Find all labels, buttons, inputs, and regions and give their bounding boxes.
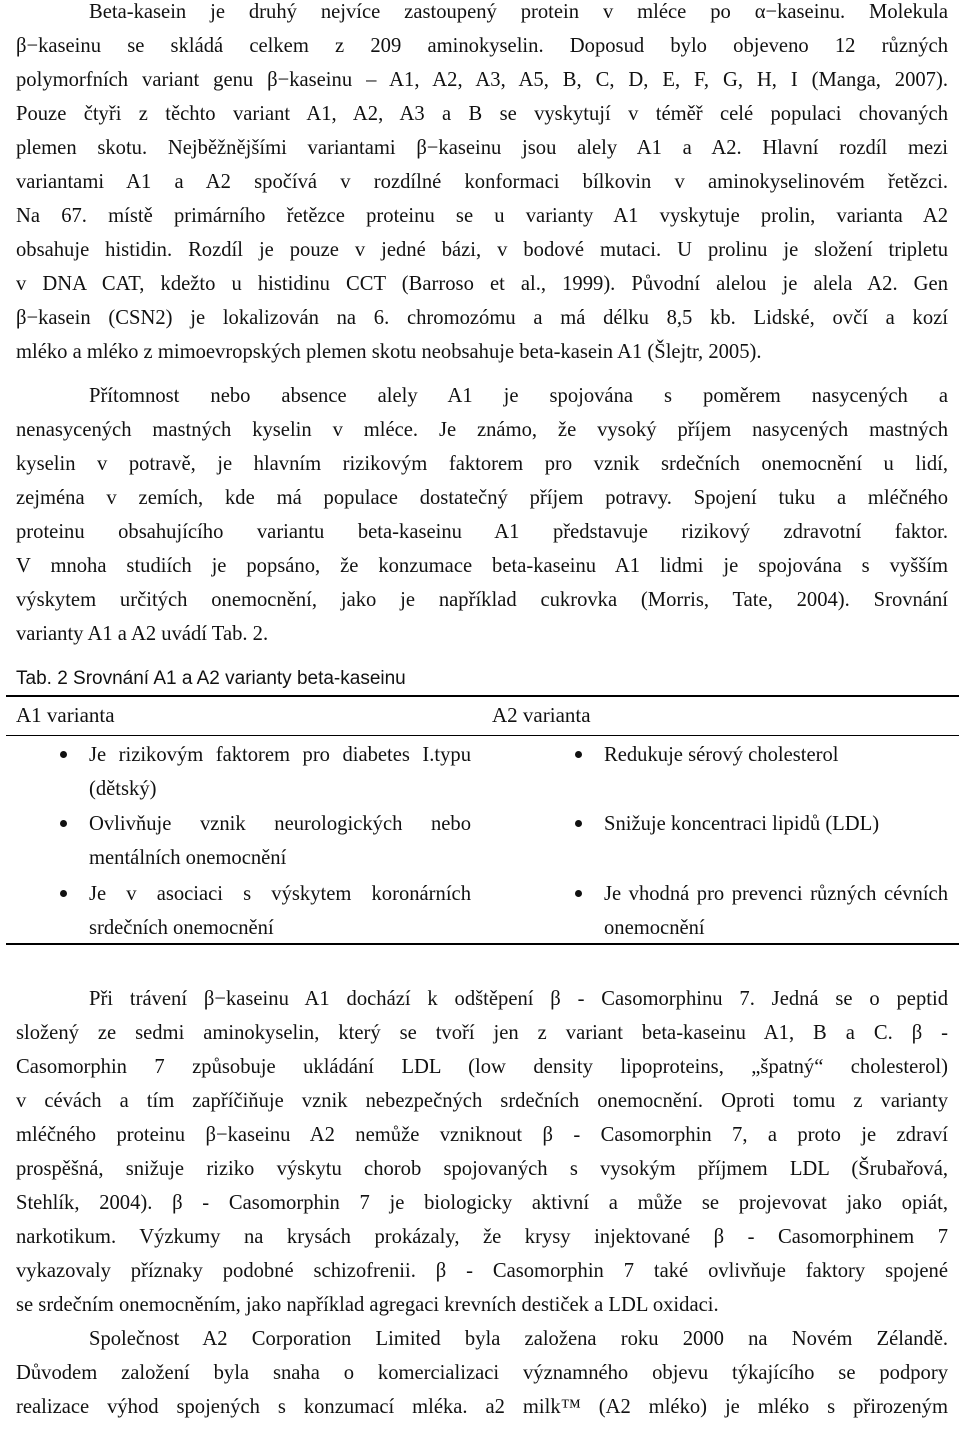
text-line: v DNA CAT, kdežto u histidinu CCT (Barroso et al., 1999). Původní alelou je alela A2. Gen [16, 273, 948, 295]
bullet-icon [575, 751, 582, 758]
a2-item: Snižuje koncentraci lipidů (LDL) [604, 813, 880, 835]
text-line: prospěšná, snižuje riziko výskytu chorob spojovaných s vysokým příjmem LDL (Šrubařová, [16, 1158, 948, 1180]
text-line: Při trávení β−kaseinu A1 dochází k odštěpení β - Casomorphinu 7. Jedná se o peptid [89, 988, 948, 1010]
text-line: Pouze čtyři z těchto variant A1, A2, A3 a B se vyskytují v téměř celé populaci chovaných [16, 103, 948, 125]
text-line: v cévách a tím zapříčiňuje vznik nebezpečných srdečních onemocnění. Oproti tomu z varianty [16, 1090, 948, 1112]
text-line: β−kasein (CSN2) je lokalizován na 6. chromozómu a má délku 8,5 kb. Lidské, ovčí a kozí [16, 307, 948, 329]
a2-item: Je vhodná pro prevenci různých cévních onemocnění [604, 883, 948, 939]
text-line: Beta-kasein je druhý nejvíce zastoupený protein v mléce po α−kaseinu. Molekula [89, 1, 948, 23]
bullet-icon [575, 820, 582, 827]
bullet-icon [575, 890, 582, 897]
table-header-a1: A1 varianta [16, 703, 115, 727]
text-line: varianty A1 a A2 uvádí Tab. 2. [16, 623, 269, 645]
text-line: kyselin v potravě, je hlavním rizikovým faktorem pro vznik srdečních onemocnění u lidí, [16, 453, 948, 475]
text-line: zejména v zemích, kde má populace dostatečný příjem potravy. Spojení tuku a mléčného [16, 487, 948, 509]
text-line: plemen skotu. Nejběžnějšími variantami β−kaseinu jsou alely A1 a A2. Hlavní rozdíl mezi [16, 137, 948, 159]
text-line: nenasycených mastných kyselin v mléce. Je známo, že vysoký příjem nasycených mastných [16, 419, 948, 441]
text-line: obsahuje histidin. Rozdíl je pouze v jedné bázi, v bodové mutaci. U prolinu je složení tripletu [16, 239, 948, 261]
table-header-rule [6, 735, 959, 736]
text-line: vykazovaly příznaky podobné schizofrenii. β - Casomorphin 7 také ovlivňuje faktory spojené [16, 1260, 948, 1282]
text-line: složený ze sedmi aminokyselin, který se tvoří jen z variant beta-kaseinu A1, B a C. β - [16, 1022, 948, 1044]
text-line: proteinu obsahujícího variantu beta-kaseinu A1 představuje rizikový zdravotní faktor. [16, 521, 948, 543]
bullet-icon [60, 820, 67, 827]
a2-item: Redukuje sérový cholesterol [604, 744, 839, 766]
table-bottom-rule [6, 943, 959, 945]
text-line: se srdečním onemocněním, jako například agregaci krevních destiček a LDL oxidaci. [16, 1294, 719, 1316]
text-line: Přítomnost nebo absence alely A1 je spojována s poměrem nasycených a [89, 385, 948, 407]
a1-item: Je v asociaci s výskytem koronárních srdečních onemocnění [89, 883, 471, 939]
bullet-icon [60, 751, 67, 758]
text-line: polymorfních variant genu β−kaseinu – A1, A2, A3, A5, B, C, D, E, F, G, H, I (Manga, 2007). [16, 69, 948, 91]
text-line: mléčného proteinu β−kaseinu A2 nemůže vzniknout β - Casomorphin 7, a proto je zdraví [16, 1124, 948, 1146]
text-line: realizace výhod spojených s konzumací mléka. a2 milk™ (A2 mléko) je mléko s přirozeným [16, 1396, 948, 1418]
table-top-rule [6, 695, 959, 697]
table-header-a2: A2 varianta [492, 703, 591, 727]
text-line: Společnost A2 Corporation Limited byla založena roku 2000 na Novém Zélandě. [89, 1328, 948, 1350]
bullet-icon [60, 890, 67, 897]
text-line: výskytem určitých onemocnění, jako je například cukrovka (Morris, Tate, 2004). Srovnání [16, 589, 948, 611]
table-caption: Tab. 2 Srovnání A1 a A2 varianty beta-kaseinu [16, 668, 406, 689]
a1-item: Ovlivňuje vznik neurologických nebo mentálních onemocnění [89, 813, 471, 869]
text-line: Důvodem založení byla snaha o komercializaci významného objevu týkajícího se podpory [16, 1362, 948, 1384]
text-line: Stehlík, 2004). β - Casomorphin 7 je biologicky aktivní a může se projevovat jako opiát, [16, 1192, 948, 1214]
text-line: mléko a mléko z mimoevropských plemen skotu neobsahuje beta-kasein A1 (Šlejtr, 2005). [16, 341, 762, 363]
text-line: variantami A1 a A2 spočívá v rozdílné konformaci bílkovin v aminokyselinovém řetězci. [16, 171, 948, 193]
text-line: β−kaseinu se skládá celkem z 209 aminokyselin. Doposud bylo objeveno 12 různých [16, 35, 948, 57]
text-line: Na 67. místě primárního řetězce proteinu se u varianty A1 vyskytuje prolin, varianta A2 [16, 205, 948, 227]
text-line: narkotikum. Výzkumy na krysách prokázaly, že krysy injektované β - Casomorphinem 7 [16, 1226, 948, 1248]
text-line: Casomorphin 7 způsobuje ukládání LDL (low density lipoproteins, „špatný“ cholesterol) [16, 1056, 948, 1078]
text-line: V mnoha studiích je popsáno, že konzumace beta-kaseinu A1 lidmi je spojována s vyšším [16, 555, 948, 577]
a1-item: Je rizikovým faktorem pro diabetes I.typu (dětský) [89, 744, 471, 800]
